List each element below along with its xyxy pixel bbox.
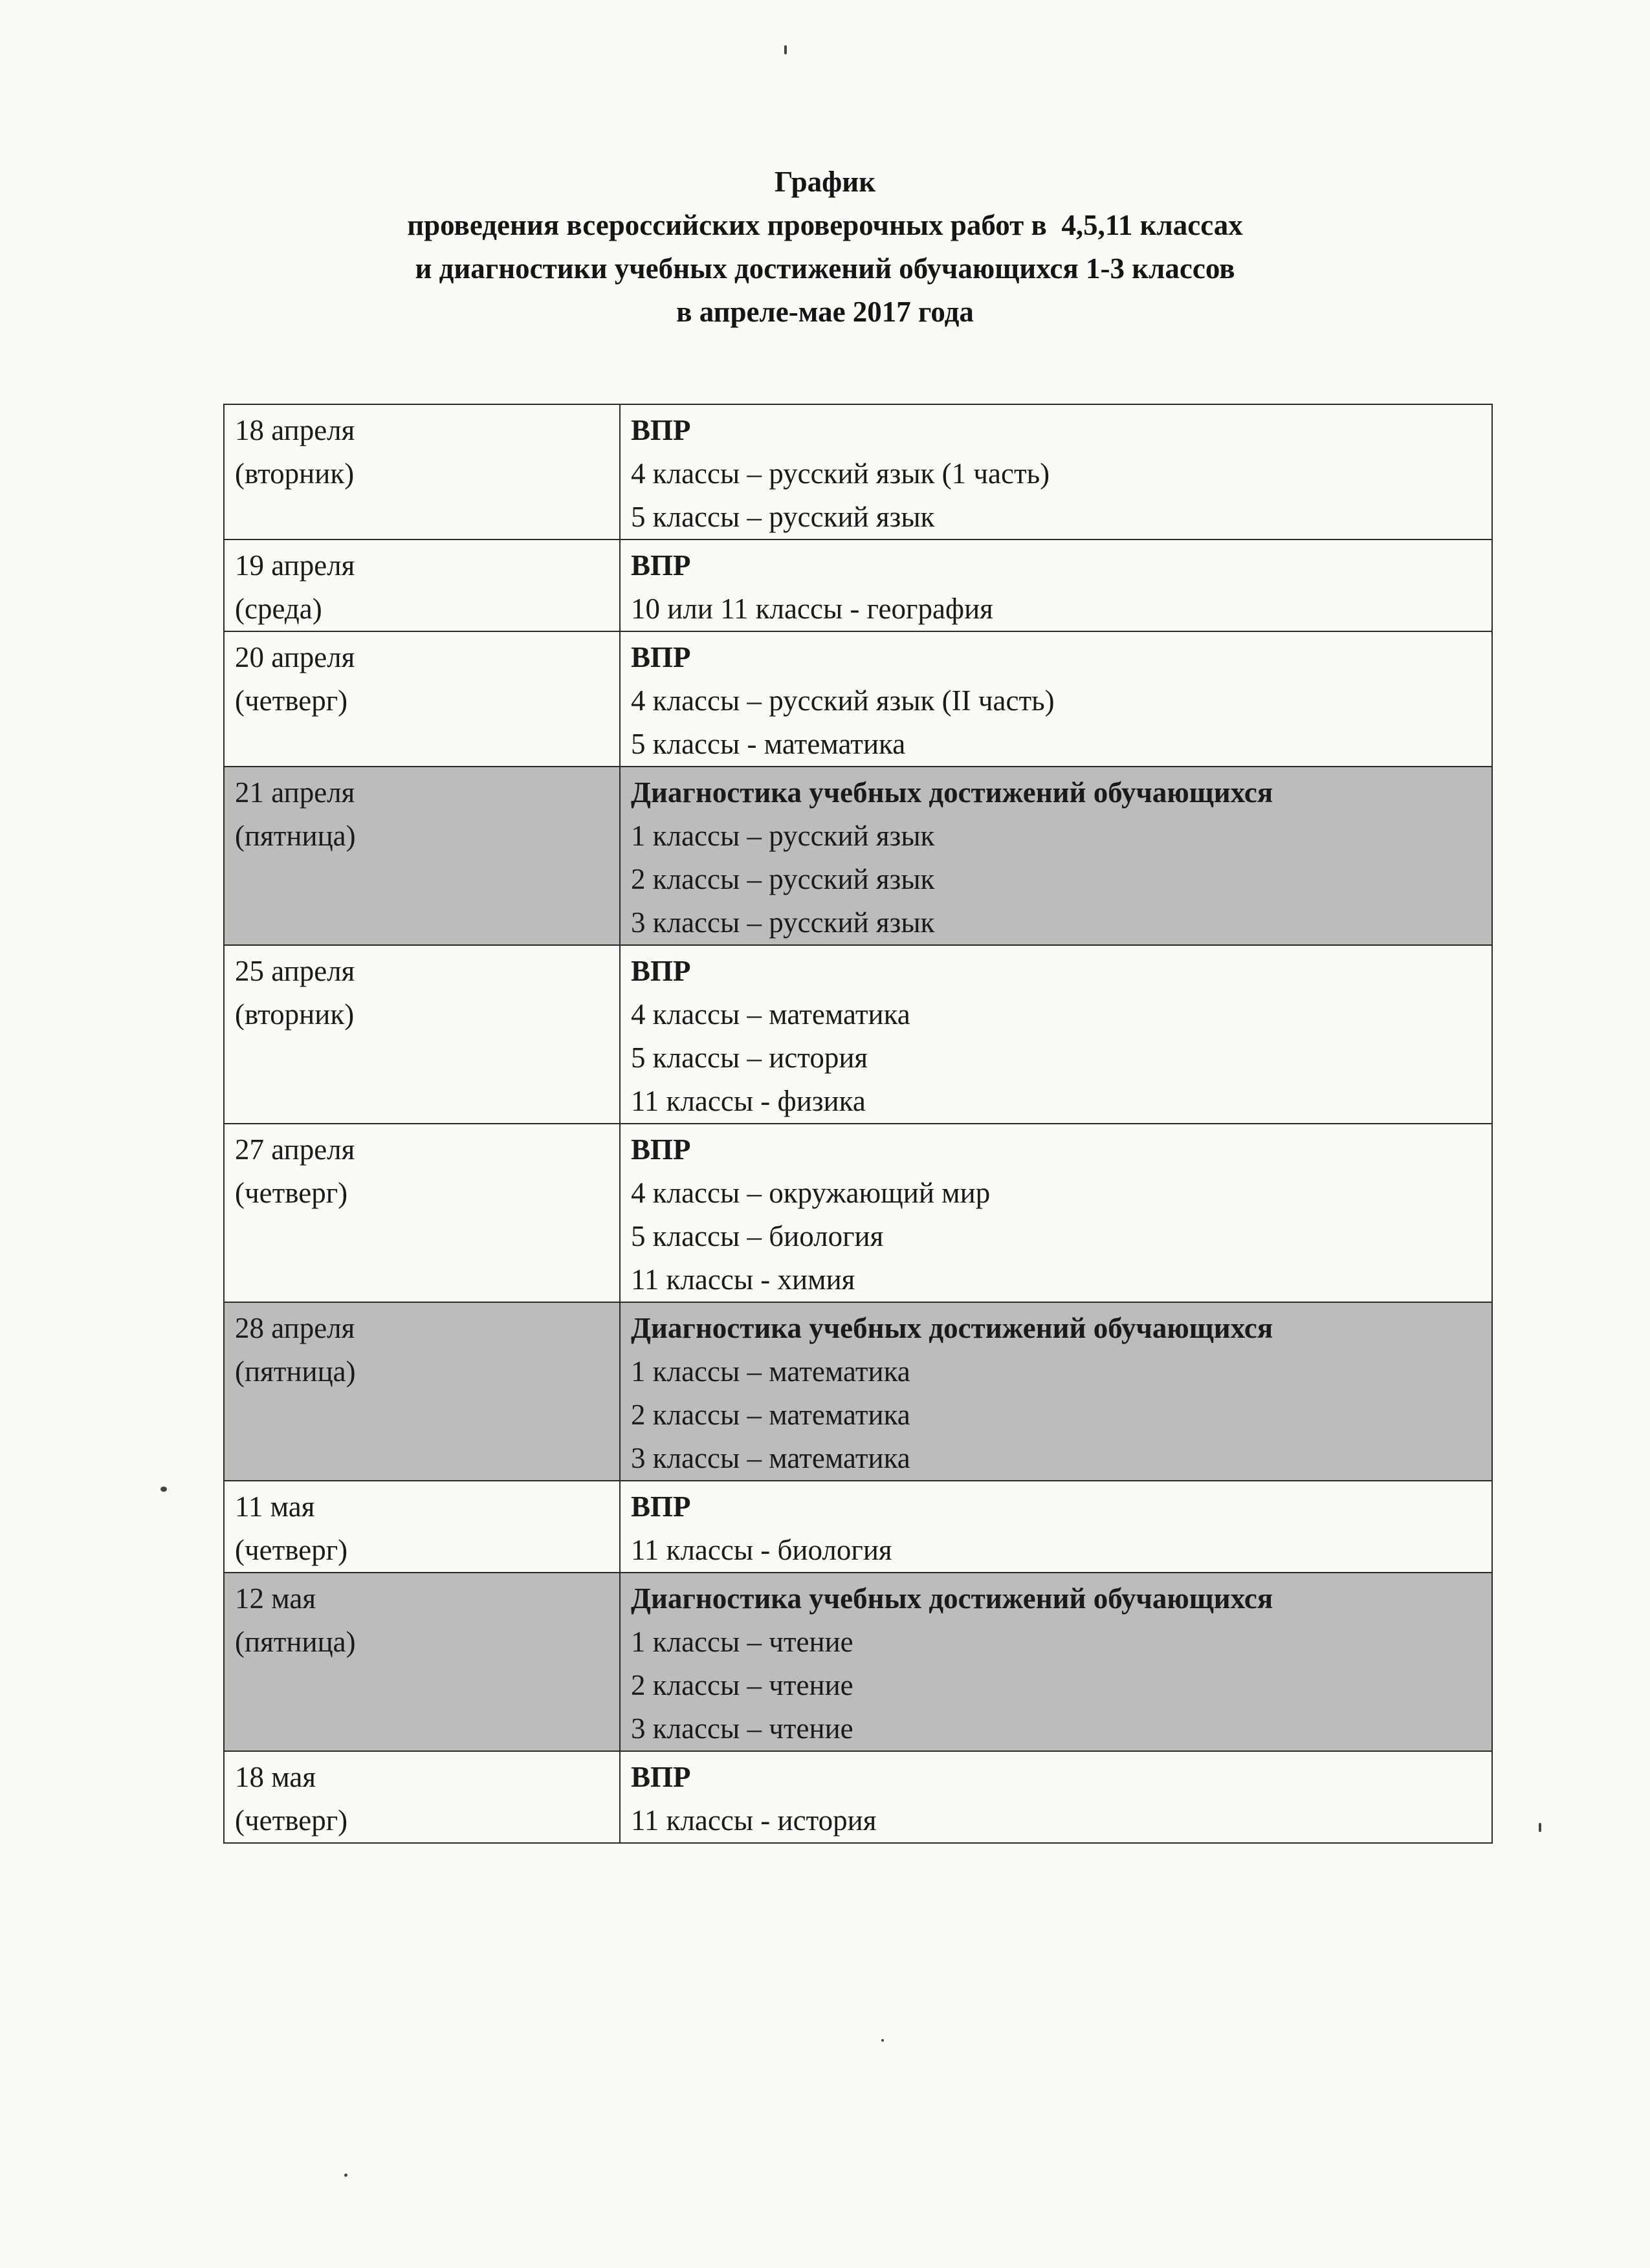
date-label: 18 мая — [235, 1761, 316, 1793]
date-cell — [224, 1481, 620, 1573]
work-type-heading: ВПР — [631, 955, 691, 987]
schedule-row — [224, 767, 1492, 945]
class-subject-item: 5 классы – русский язык — [631, 501, 935, 533]
class-subject-item: 11 классы - история — [631, 1804, 877, 1837]
details-cell — [620, 945, 1492, 1124]
weekday-label: (четверг) — [235, 1534, 348, 1566]
details-cell — [620, 1124, 1492, 1302]
date-label: 18 апреля — [235, 414, 355, 446]
class-subject-item: 5 классы - математика — [631, 728, 906, 760]
schedule-row — [224, 945, 1492, 1124]
details-cell — [620, 404, 1492, 540]
class-subject-item: 11 классы - физика — [631, 1085, 866, 1117]
schedule-row — [224, 1751, 1492, 1843]
class-subject-item: 4 классы – русский язык (II часть) — [631, 684, 1055, 717]
work-type-heading: Диагностика учебных достижений обучающихся — [631, 1312, 1273, 1344]
date-cell — [224, 1573, 620, 1751]
class-subject-item: 3 классы – математика — [631, 1442, 910, 1474]
class-subject-item: 2 классы – чтение — [631, 1669, 853, 1701]
work-type-heading: Диагностика учебных достижений обучающихся — [631, 1582, 1273, 1615]
schedule-row — [224, 540, 1492, 631]
class-subject-item: 4 классы – окружающий мир — [631, 1177, 991, 1209]
details-cell — [620, 1573, 1492, 1751]
date-cell — [224, 540, 620, 631]
date-label: 20 апреля — [235, 641, 355, 673]
date-cell — [224, 767, 620, 945]
work-type-heading: Диагностика учебных достижений обучающихся — [631, 776, 1273, 809]
details-cell — [620, 1481, 1492, 1573]
scan-speck — [881, 2039, 884, 2042]
date-cell — [224, 1302, 620, 1481]
weekday-label: (пятница) — [235, 1355, 356, 1388]
date-label: 27 апреля — [235, 1133, 355, 1166]
weekday-label: (пятница) — [235, 820, 356, 852]
class-subject-item: 4 классы – математика — [631, 998, 910, 1030]
class-subject-item: 1 классы – русский язык — [631, 820, 935, 852]
title-line: и диагностики учебных достижений обучающихся 1-3 классов — [415, 252, 1235, 285]
schedule-row — [224, 1124, 1492, 1302]
details-cell — [620, 631, 1492, 767]
details-cell — [620, 540, 1492, 631]
work-type-heading: ВПР — [631, 414, 691, 446]
class-subject-item: 1 классы – чтение — [631, 1626, 853, 1658]
class-subject-item: 3 классы – чтение — [631, 1712, 853, 1745]
schedule-row — [224, 1573, 1492, 1751]
weekday-label: (четверг) — [235, 684, 348, 717]
class-subject-item: 4 классы – русский язык (1 часть) — [631, 457, 1050, 490]
schedule-table — [223, 404, 1493, 1844]
scan-speck — [784, 45, 787, 54]
work-type-heading: ВПР — [631, 641, 691, 673]
weekday-label: (вторник) — [235, 998, 355, 1030]
date-cell — [224, 1751, 620, 1843]
weekday-label: (вторник) — [235, 457, 355, 490]
class-subject-item: 2 классы – русский язык — [631, 863, 935, 895]
class-subject-item: 11 классы - биология — [631, 1534, 892, 1566]
date-label: 28 апреля — [235, 1312, 355, 1344]
weekday-label: (пятница) — [235, 1626, 356, 1658]
work-type-heading: ВПР — [631, 1490, 691, 1523]
class-subject-item: 3 классы – русский язык — [631, 906, 935, 939]
date-label: 11 мая — [235, 1490, 315, 1523]
scan-speck — [344, 2174, 347, 2177]
schedule-row — [224, 1481, 1492, 1573]
class-subject-item: 5 классы – история — [631, 1041, 868, 1074]
scan-speck — [160, 1487, 167, 1492]
date-label: 19 апреля — [235, 549, 355, 582]
date-label: 12 мая — [235, 1582, 316, 1615]
weekday-label: (четверг) — [235, 1177, 348, 1209]
details-cell — [620, 1751, 1492, 1843]
class-subject-item: 11 классы - химия — [631, 1263, 855, 1296]
date-cell — [224, 1124, 620, 1302]
document-title — [0, 160, 1650, 334]
details-cell — [620, 1302, 1492, 1481]
class-subject-item: 2 классы – математика — [631, 1399, 910, 1431]
date-cell — [224, 404, 620, 540]
schedule-row — [224, 631, 1492, 767]
schedule-row — [224, 1302, 1492, 1481]
schedule-row — [224, 404, 1492, 540]
date-label: 25 апреля — [235, 955, 355, 987]
title-line: в апреле-мае 2017 года — [676, 296, 974, 328]
date-cell — [224, 945, 620, 1124]
class-subject-item: 1 классы – математика — [631, 1355, 910, 1388]
work-type-heading: ВПР — [631, 549, 691, 582]
scan-speck — [1539, 1823, 1541, 1832]
title-line: проведения всероссийских проверочных работ в 4,5,11 классах — [407, 209, 1243, 241]
class-subject-item: 5 классы – биология — [631, 1220, 884, 1252]
date-cell — [224, 631, 620, 767]
weekday-label: (среда) — [235, 593, 322, 625]
work-type-heading: ВПР — [631, 1133, 691, 1166]
details-cell — [620, 767, 1492, 945]
class-subject-item: 10 или 11 классы - география — [631, 593, 993, 625]
work-type-heading: ВПР — [631, 1761, 691, 1793]
title-line: График — [774, 166, 876, 198]
weekday-label: (четверг) — [235, 1804, 348, 1837]
date-label: 21 апреля — [235, 776, 355, 809]
